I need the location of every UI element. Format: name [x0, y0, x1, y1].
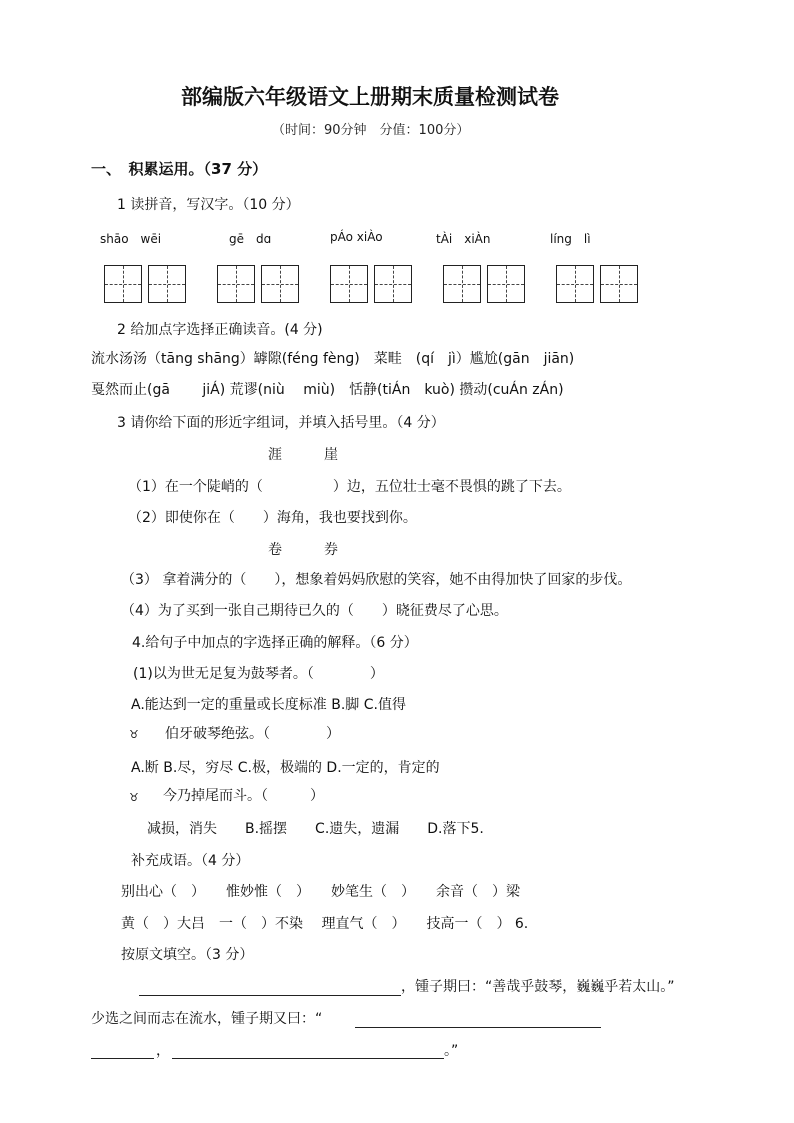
writing-box[interactable] — [443, 265, 481, 303]
question-3-sentence-4: （4）为了买到一张自己期待已久的（ ）晓征费尽了心思。 — [121, 603, 508, 619]
question-6-line-2: 少选之间而志在流水，锺子期又曰：“ — [91, 1011, 323, 1027]
writing-box[interactable] — [374, 265, 412, 303]
writing-box[interactable] — [487, 265, 525, 303]
writing-box[interactable] — [600, 265, 638, 303]
section-heading: 一、 积累运用。（37 分） — [91, 160, 268, 178]
question-3-sentence-1: （1）在一个陡峭的（ ）边，五位壮士毫不畏惧的跳了下去。 — [128, 479, 571, 495]
item-marker: ♉ — [129, 791, 139, 804]
question-5-prompt: 补充成语。（4 分） — [131, 853, 250, 869]
fill-blank[interactable] — [172, 1057, 444, 1059]
question-3-sentence-3: （3） 拿着满分的（ ），想象着妈妈欣慰的笑容，她不由得加快了回家的步伐。 — [121, 572, 632, 588]
question-4-sentence-3: 今乃掉尾而斗。（ ） — [163, 788, 324, 804]
question-2-line-1: 流水汤汤（tāng shāng）罅隙(fénɡ fènɡ) 菜畦 (qí jì）尴尬(gān jiān) — [91, 351, 575, 367]
question-6-line-3-end: 。” — [444, 1043, 459, 1059]
question-6-prompt: 按原文填空。（3 分） — [121, 947, 254, 963]
question-6-line-1: ，锺子期曰：“善哉乎鼓琴，巍巍乎若太山。” — [401, 979, 675, 995]
question-4-sentence-1: (1)以为世无足复为鼓琴者。（ ） — [133, 666, 384, 682]
pinyin-3: pÁo xiÀo — [330, 230, 383, 244]
time-score-subtitle: （时间：90分钟 分值：100分） — [272, 123, 470, 138]
pinyin-1: shāo wēi — [100, 232, 162, 246]
writing-box[interactable] — [148, 265, 186, 303]
fill-blank[interactable] — [355, 1026, 601, 1028]
pinyin-5: líng lì — [550, 232, 591, 246]
page-title: 部编版六年级语文上册期末质量检测试卷 — [181, 84, 559, 109]
char-pair-2: 卷 券 — [268, 542, 338, 558]
question-6-comma: ， — [156, 1043, 170, 1059]
question-3-prompt: 3 请你给下面的形近字组词，并填入括号里。（4 分） — [117, 415, 445, 431]
question-4-sentence-2: 伯牙破琴绝弦。（ ） — [165, 726, 340, 742]
question-5-line-1: 别出心（ ） 惟妙惟（ ） 妙笔生（ ） 余音（ ）梁 — [121, 884, 520, 900]
question-4-prompt: 4.给句子中加点的字选择正确的解释。（6 分） — [132, 635, 418, 651]
question-2-prompt: 2 给加点字选择正确读音。(4 分) — [117, 322, 323, 338]
question-2-line-2: 戛然而止(gā jiÁ) 荒谬(niù miù) 恬静(tiÁn kuò) 攒动(cuÁn zÁn) — [91, 382, 564, 398]
pinyin-4: tÀi xiÀn — [436, 232, 491, 246]
writing-box[interactable] — [556, 265, 594, 303]
item-marker: ♉ — [129, 728, 139, 741]
fill-blank[interactable] — [139, 994, 401, 996]
question-4-options-3: 减损，消失 B.摇摆 C.遗失，遗漏 D.落下5. — [147, 821, 484, 837]
question-5-line-2: 黄（ ）大吕 一（ ）不染 理直气（ ） 技高一（ ） 6. — [121, 916, 529, 932]
question-4-options-1: A.能达到一定的重量或长度标准 B.脚 C.值得 — [131, 697, 406, 713]
char-pair-1: 涯 崖 — [268, 447, 338, 463]
question-4-options-2: A.断 B.尽，穷尽 C.极，极端的 D.一定的，肯定的 — [131, 760, 440, 776]
question-1-prompt: 1 读拼音，写汉字。（10 分） — [117, 197, 300, 213]
writing-box[interactable] — [104, 265, 142, 303]
fill-blank[interactable] — [91, 1057, 154, 1059]
writing-box[interactable] — [217, 265, 255, 303]
pinyin-2: gē dɑ — [229, 232, 272, 246]
writing-box[interactable] — [330, 265, 368, 303]
question-3-sentence-2: （2）即使你在（ ）海角，我也要找到你。 — [128, 510, 417, 526]
writing-box[interactable] — [261, 265, 299, 303]
